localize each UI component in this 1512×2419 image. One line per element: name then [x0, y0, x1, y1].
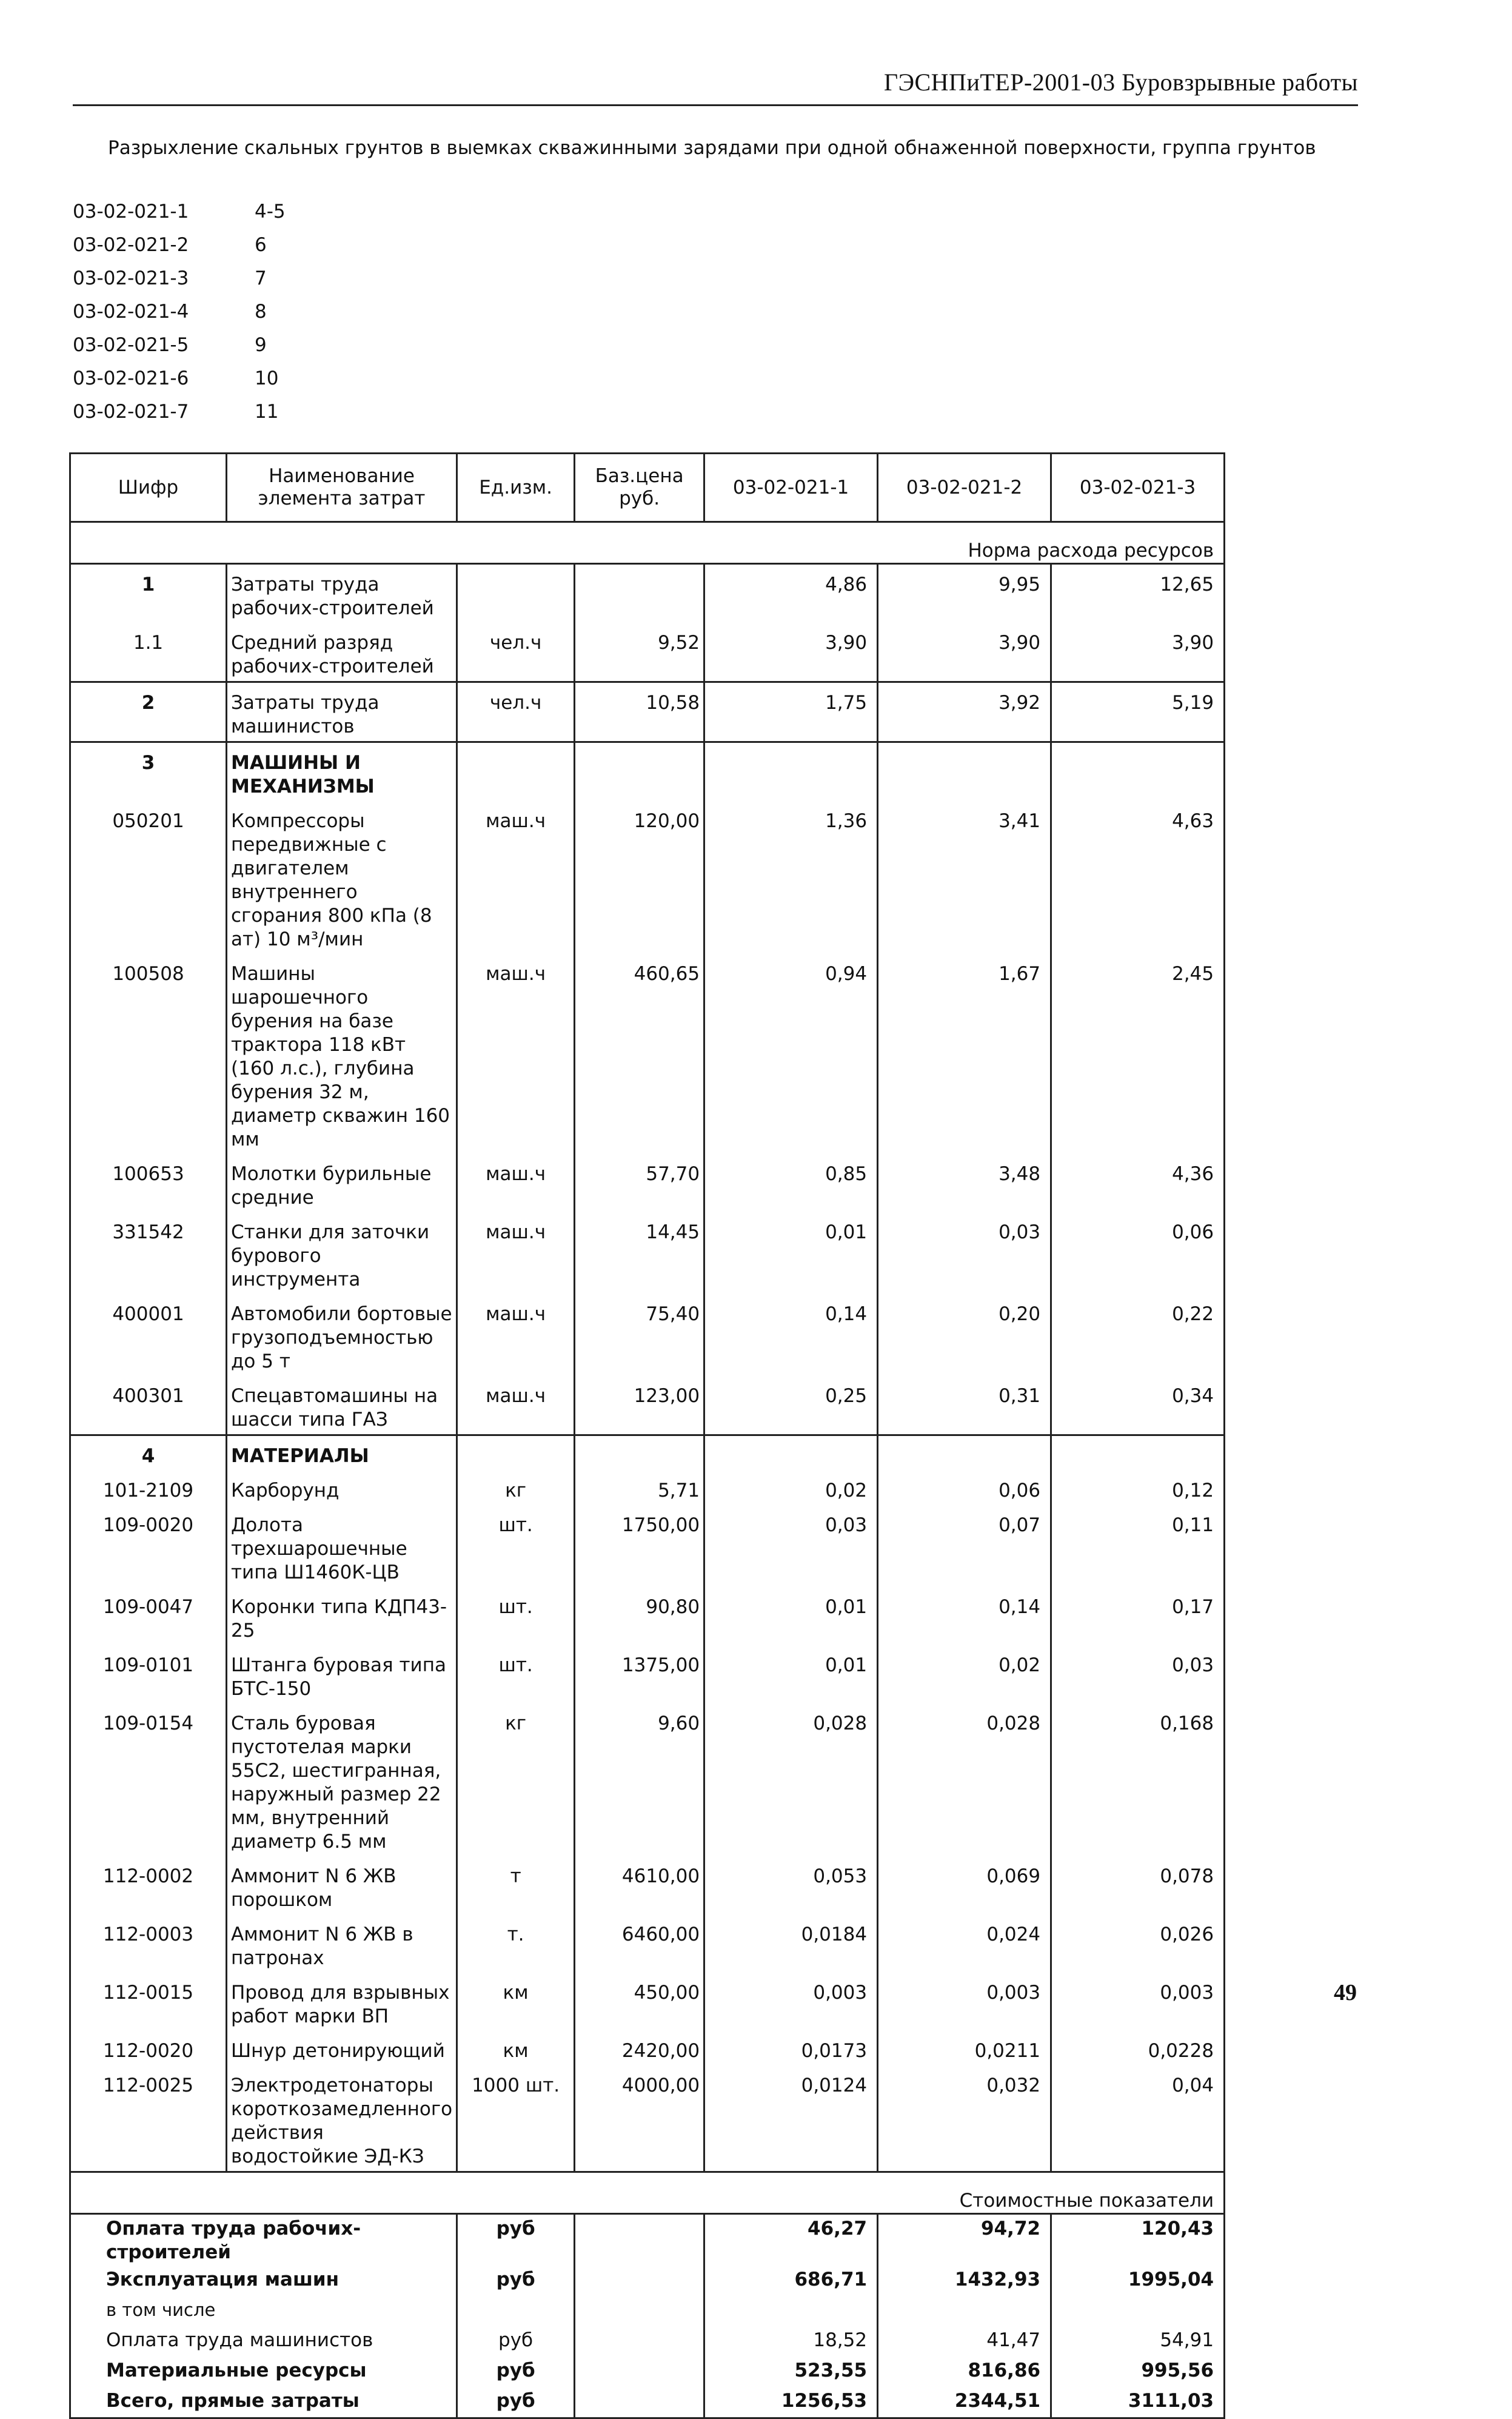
summary-row	[70, 2387, 1225, 2418]
summary-price	[575, 2357, 704, 2387]
row-unit: кг	[457, 1471, 575, 1505]
row-price: 14,45	[575, 1212, 704, 1294]
table-row	[70, 682, 1225, 742]
table-row	[70, 1973, 1225, 2031]
table-row	[70, 623, 1225, 682]
row-value-2: 0,20	[878, 1294, 1051, 1376]
row-code: 4	[70, 1435, 227, 1471]
resource-table	[69, 452, 1225, 2419]
row-price: 90,80	[575, 1587, 704, 1645]
page-number: 49	[1334, 1980, 1357, 2005]
row-value-2: 0,028	[878, 1703, 1051, 1856]
row-value-2: 1,67	[878, 954, 1051, 1154]
code-list-item	[73, 395, 286, 429]
row-value-2: 0,024	[878, 1914, 1051, 1973]
summary-value-2	[878, 2296, 1051, 2326]
row-code: 112-0020	[70, 2031, 227, 2065]
table-row	[70, 801, 1225, 954]
row-price: 5,71	[575, 1471, 704, 1505]
row-unit: маш.ч	[457, 1154, 575, 1212]
summary-value-1: 18,52	[704, 2326, 878, 2357]
row-code: 050201	[70, 801, 227, 954]
table-row	[70, 1471, 1225, 1505]
row-name: Автомобили бортовые грузоподъемностью до 5 т	[227, 1294, 457, 1376]
row-price: 1375,00	[575, 1645, 704, 1703]
row-value-3: 4,63	[1051, 801, 1225, 954]
row-value-3: 2,45	[1051, 954, 1225, 1154]
row-code: 100653	[70, 1154, 227, 1212]
row-value-1: 0,0124	[704, 2065, 878, 2172]
summary-value-3: 3111,03	[1051, 2387, 1225, 2418]
summary-value-2: 41,47	[878, 2326, 1051, 2357]
row-unit: чел.ч	[457, 623, 575, 682]
header-code: Шифр	[70, 454, 227, 522]
row-name: Средний разряд рабочих-строителей	[227, 623, 457, 682]
row-price: 4610,00	[575, 1856, 704, 1914]
row-name: Затраты труда машинистов	[227, 682, 457, 742]
row-value-1: 0,028	[704, 1703, 878, 1856]
code-list-item	[73, 262, 286, 295]
row-unit	[457, 742, 575, 802]
row-unit	[457, 564, 575, 623]
group: 9	[255, 334, 267, 356]
row-value-3: 0,22	[1051, 1294, 1225, 1376]
summary-label: Всего, прямые затраты	[70, 2387, 457, 2418]
row-value-3: 12,65	[1051, 564, 1225, 623]
summary-row	[70, 2326, 1225, 2357]
row-name: Аммонит N 6 ЖВ в патронах	[227, 1914, 457, 1973]
code-list	[73, 195, 286, 429]
row-code: 109-0047	[70, 1587, 227, 1645]
summary-value-1	[704, 2296, 878, 2326]
code-list-item	[73, 295, 286, 329]
row-unit: т	[457, 1856, 575, 1914]
summary-price	[575, 2296, 704, 2326]
row-code: 109-0020	[70, 1505, 227, 1587]
row-price	[575, 742, 704, 802]
header-col2: 03-02-021-2	[878, 454, 1051, 522]
table-row	[70, 1914, 1225, 1973]
row-price: 9,52	[575, 623, 704, 682]
row-value-2: 0,06	[878, 1471, 1051, 1505]
row-unit: т.	[457, 1914, 575, 1973]
row-price: 9,60	[575, 1703, 704, 1856]
row-value-1: 0,053	[704, 1856, 878, 1914]
group: 7	[255, 267, 267, 289]
row-name: Молотки бурильные средние	[227, 1154, 457, 1212]
table-row	[70, 954, 1225, 1154]
row-unit: км	[457, 2031, 575, 2065]
row-code: 331542	[70, 1212, 227, 1294]
row-value-2: 3,90	[878, 623, 1051, 682]
row-price: 75,40	[575, 1294, 704, 1376]
row-value-1: 0,14	[704, 1294, 878, 1376]
row-name: Компрессоры передвижные с двигателем внутреннего сгорания 800 кПа (8 ат) 10 м³/мин	[227, 801, 457, 954]
row-value-3	[1051, 1435, 1225, 1471]
row-price: 450,00	[575, 1973, 704, 2031]
code-list-item	[73, 362, 286, 395]
row-price	[575, 564, 704, 623]
summary-price	[575, 2214, 704, 2266]
header-unit: Ед.изм.	[457, 454, 575, 522]
row-value-2: 0,14	[878, 1587, 1051, 1645]
table-row	[70, 742, 1225, 802]
summary-unit: руб	[457, 2266, 575, 2296]
row-unit: кг	[457, 1703, 575, 1856]
intro-text: Разрыхление скальных грунтов в выемках скважинными зарядами при одной обнаженной поверхности, группа грунтов	[108, 137, 1316, 159]
row-value-2: 3,92	[878, 682, 1051, 742]
summary-row	[70, 2357, 1225, 2387]
row-unit	[457, 1435, 575, 1471]
row-code: 112-0002	[70, 1856, 227, 1914]
row-price: 120,00	[575, 801, 704, 954]
summary-unit: руб	[457, 2357, 575, 2387]
summary-value-2: 816,86	[878, 2357, 1051, 2387]
code-list-item	[73, 329, 286, 362]
table-row	[70, 1294, 1225, 1376]
summary-value-3: 54,91	[1051, 2326, 1225, 2357]
summary-value-1: 46,27	[704, 2214, 878, 2266]
row-unit: км	[457, 1973, 575, 2031]
group: 8	[255, 301, 267, 323]
row-value-2: 3,41	[878, 801, 1051, 954]
row-value-1: 0,02	[704, 1471, 878, 1505]
summary-label: Эксплуатация машин	[70, 2266, 457, 2296]
row-value-2: 0,02	[878, 1645, 1051, 1703]
row-value-3: 0,026	[1051, 1914, 1225, 1973]
row-value-2: 0,069	[878, 1856, 1051, 1914]
row-name: МАТЕРИАЛЫ	[227, 1435, 457, 1471]
group: 4-5	[255, 201, 286, 223]
code: 03-02-021-3	[73, 267, 189, 289]
row-unit: маш.ч	[457, 1294, 575, 1376]
page-header	[73, 68, 1358, 106]
row-price: 460,65	[575, 954, 704, 1154]
summary-value-1: 686,71	[704, 2266, 878, 2296]
table-row	[70, 2031, 1225, 2065]
code: 03-02-021-4	[73, 301, 189, 323]
row-value-1: 0,0173	[704, 2031, 878, 2065]
row-price	[575, 1435, 704, 1471]
row-value-1: 0,01	[704, 1645, 878, 1703]
row-value-1: 0,85	[704, 1154, 878, 1212]
group: 11	[255, 401, 279, 423]
summary-unit: руб	[457, 2214, 575, 2266]
row-value-1: 0,94	[704, 954, 878, 1154]
row-code: 2	[70, 682, 227, 742]
row-price: 4000,00	[575, 2065, 704, 2172]
table-row	[70, 2065, 1225, 2172]
row-value-3: 3,90	[1051, 623, 1225, 682]
row-name: Сталь буровая пустотелая марки 55С2, шестигранная, наружный размер 22 мм, внутренний диаметр 6.5 мм	[227, 1703, 457, 1856]
header-col1: 03-02-021-1	[704, 454, 878, 522]
summary-value-1: 1256,53	[704, 2387, 878, 2418]
row-value-3: 0,34	[1051, 1376, 1225, 1435]
row-unit: шт.	[457, 1645, 575, 1703]
row-value-2: 0,31	[878, 1376, 1051, 1435]
row-name: Шнур детонирующий	[227, 2031, 457, 2065]
row-name: Штанга буровая типа БТС-150	[227, 1645, 457, 1703]
summary-unit: руб	[457, 2387, 575, 2418]
row-code: 109-0154	[70, 1703, 227, 1856]
row-unit: шт.	[457, 1505, 575, 1587]
table-row	[70, 1856, 1225, 1914]
row-value-2: 3,48	[878, 1154, 1051, 1212]
header-col3: 03-02-021-3	[1051, 454, 1225, 522]
row-value-1	[704, 1435, 878, 1471]
row-value-2: 0,003	[878, 1973, 1051, 2031]
row-value-2: 9,95	[878, 564, 1051, 623]
table-row	[70, 1212, 1225, 1294]
summary-price	[575, 2326, 704, 2357]
row-value-1: 0,003	[704, 1973, 878, 2031]
row-unit: маш.ч	[457, 801, 575, 954]
row-value-1: 4,86	[704, 564, 878, 623]
table-row	[70, 564, 1225, 623]
code: 03-02-021-7	[73, 401, 189, 423]
table-row	[70, 1376, 1225, 1435]
header-name: Наименование элемента затрат	[227, 454, 457, 522]
row-value-3: 0,11	[1051, 1505, 1225, 1587]
row-price: 57,70	[575, 1154, 704, 1212]
row-name: Машины шарошечного бурения на базе трактора 118 кВт (160 л.с.), глубина бурения 32 м, диаметр скважин 160 мм	[227, 954, 457, 1154]
header-title: ГЭСНПиТЕР-2001-03 Буровзрывные работы	[883, 69, 1358, 96]
summary-value-1: 523,55	[704, 2357, 878, 2387]
table-row	[70, 1435, 1225, 1471]
row-value-3	[1051, 742, 1225, 802]
summary-label: в том числе	[70, 2296, 457, 2326]
row-name: Коронки типа КДП43-25	[227, 1587, 457, 1645]
row-value-1: 3,90	[704, 623, 878, 682]
summary-row	[70, 2214, 1225, 2266]
summary-value-3	[1051, 2296, 1225, 2326]
table-header	[70, 454, 1225, 522]
row-value-1: 0,01	[704, 1212, 878, 1294]
norm-caption-row	[70, 522, 1225, 564]
row-value-1: 0,01	[704, 1587, 878, 1645]
code: 03-02-021-1	[73, 201, 189, 223]
header-price: Баз.цена руб.	[575, 454, 704, 522]
group: 10	[255, 367, 279, 389]
row-price: 123,00	[575, 1376, 704, 1435]
row-value-3: 0,003	[1051, 1973, 1225, 2031]
row-code: 109-0101	[70, 1645, 227, 1703]
code: 03-02-021-2	[73, 234, 189, 256]
row-value-3: 0,04	[1051, 2065, 1225, 2172]
row-price: 2420,00	[575, 2031, 704, 2065]
row-unit: маш.ч	[457, 1376, 575, 1435]
code-list-item	[73, 229, 286, 262]
row-code: 1.1	[70, 623, 227, 682]
row-name: Долота трехшарошечные типа Ш1460К-ЦВ	[227, 1505, 457, 1587]
row-value-2: 0,03	[878, 1212, 1051, 1294]
row-unit: 1000 шт.	[457, 2065, 575, 2172]
row-value-3: 5,19	[1051, 682, 1225, 742]
row-code: 1	[70, 564, 227, 623]
summary-value-2: 2344,51	[878, 2387, 1051, 2418]
row-value-3: 0,078	[1051, 1856, 1225, 1914]
row-value-3: 0,168	[1051, 1703, 1225, 1856]
row-value-3: 4,36	[1051, 1154, 1225, 1212]
row-value-3: 0,03	[1051, 1645, 1225, 1703]
row-value-3: 0,17	[1051, 1587, 1225, 1645]
row-price: 1750,00	[575, 1505, 704, 1587]
row-code: 400001	[70, 1294, 227, 1376]
summary-unit	[457, 2296, 575, 2326]
row-name: МАШИНЫ И МЕХАНИЗМЫ	[227, 742, 457, 802]
row-name: Карборунд	[227, 1471, 457, 1505]
code: 03-02-021-5	[73, 334, 189, 356]
row-name: Спецавтомашины на шасси типа ГАЗ	[227, 1376, 457, 1435]
row-price: 6460,00	[575, 1914, 704, 1973]
cost-caption-row	[70, 2172, 1225, 2214]
table-row	[70, 1505, 1225, 1587]
row-unit: чел.ч	[457, 682, 575, 742]
summary-row	[70, 2296, 1225, 2326]
row-code: 112-0015	[70, 1973, 227, 2031]
summary-value-3: 120,43	[1051, 2214, 1225, 2266]
table-row	[70, 1154, 1225, 1212]
row-unit: маш.ч	[457, 954, 575, 1154]
row-name: Провод для взрывных работ марки ВП	[227, 1973, 457, 2031]
row-code: 3	[70, 742, 227, 802]
cost-caption: Стоимостные показатели	[70, 2172, 1225, 2214]
row-code: 400301	[70, 1376, 227, 1435]
row-code: 112-0003	[70, 1914, 227, 1973]
row-value-1: 1,75	[704, 682, 878, 742]
code-list-item	[73, 195, 286, 229]
row-value-1: 0,0184	[704, 1914, 878, 1973]
row-value-2: 0,0211	[878, 2031, 1051, 2065]
group: 6	[255, 234, 267, 256]
row-name: Станки для заточки бурового инструмента	[227, 1212, 457, 1294]
summary-value-3: 1995,04	[1051, 2266, 1225, 2296]
row-name: Затраты труда рабочих-строителей	[227, 564, 457, 623]
row-unit: маш.ч	[457, 1212, 575, 1294]
row-code: 112-0025	[70, 2065, 227, 2172]
row-value-1: 0,25	[704, 1376, 878, 1435]
table-row	[70, 1645, 1225, 1703]
summary-price	[575, 2266, 704, 2296]
summary-value-3: 995,56	[1051, 2357, 1225, 2387]
row-code: 100508	[70, 954, 227, 1154]
row-value-3: 0,06	[1051, 1212, 1225, 1294]
row-value-2	[878, 1435, 1051, 1471]
row-value-3: 0,12	[1051, 1471, 1225, 1505]
row-value-1: 1,36	[704, 801, 878, 954]
summary-unit: руб	[457, 2326, 575, 2357]
row-value-3: 0,0228	[1051, 2031, 1225, 2065]
row-value-2: 0,032	[878, 2065, 1051, 2172]
summary-label: Материальные ресурсы	[70, 2357, 457, 2387]
table-row	[70, 1587, 1225, 1645]
row-value-1	[704, 742, 878, 802]
summary-row	[70, 2266, 1225, 2296]
table-row	[70, 1703, 1225, 1856]
norm-caption: Норма расхода ресурсов	[70, 522, 1225, 564]
row-name: Аммонит N 6 ЖВ порошком	[227, 1856, 457, 1914]
row-value-2: 0,07	[878, 1505, 1051, 1587]
summary-value-2: 1432,93	[878, 2266, 1051, 2296]
summary-value-2: 94,72	[878, 2214, 1051, 2266]
row-unit: шт.	[457, 1587, 575, 1645]
row-value-2	[878, 742, 1051, 802]
summary-label: Оплата труда рабочих-строителей	[70, 2214, 457, 2266]
row-value-1: 0,03	[704, 1505, 878, 1587]
row-price: 10,58	[575, 682, 704, 742]
row-code: 101-2109	[70, 1471, 227, 1505]
row-name: Электродетонаторы короткозамедленного действия водостойкие ЭД-КЗ	[227, 2065, 457, 2172]
summary-price	[575, 2387, 704, 2418]
summary-label: Оплата труда машинистов	[70, 2326, 457, 2357]
code: 03-02-021-6	[73, 367, 189, 389]
